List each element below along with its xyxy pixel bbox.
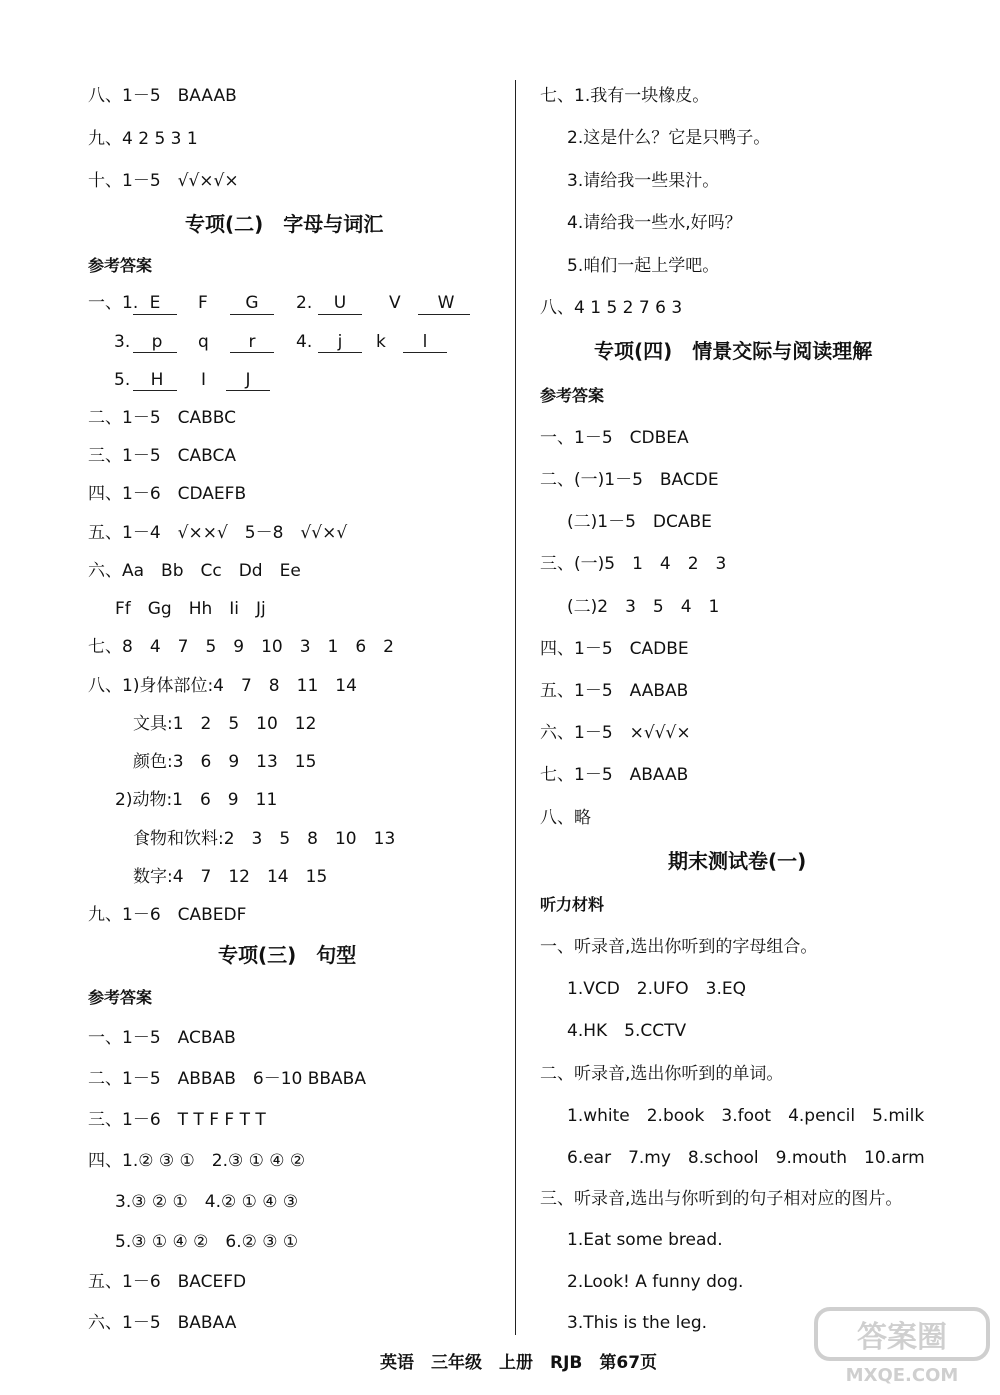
question-prefix: 4. (296, 332, 313, 352)
blank-underline (230, 314, 274, 315)
section-subheading: 听力材料 (540, 895, 605, 914)
blank-underline (133, 314, 177, 315)
answer-line: 6.ear 7.my 8.school 9.mouth 10.arm (567, 1148, 925, 1168)
blank-underline (230, 352, 274, 353)
answer-line: 3.请给我一些果汁。 (567, 171, 720, 191)
answer-line: 二、1－5 ABBAB 6－10 BBABA (88, 1069, 366, 1089)
answer-line: 5.咱们一起上学吧。 (567, 256, 720, 276)
answer-line: 六、1－5 BABAA (88, 1313, 237, 1333)
section-heading: 专项(二) 字母与词汇 (185, 212, 384, 236)
blank-answer: E (149, 293, 161, 313)
answer-line: 三、(一)5 1 4 2 3 (540, 554, 727, 574)
blank-answer: p (151, 332, 163, 352)
answer-line: 颜色:3 6 9 13 15 (133, 752, 317, 772)
blank-underline (133, 352, 177, 353)
answer-line: 三、1－5 CABCA (88, 446, 236, 466)
answer-line: 二、1－5 CABBC (88, 408, 237, 428)
answer-line: 三、听录音,选出与你听到的句子相对应的图片。 (540, 1189, 903, 1209)
page-footer: 英语 三年级 上册 RJB 第67页 (380, 1353, 658, 1373)
question-prefix: 5. (114, 370, 131, 390)
answer-line: (二)1－5 DCABE (567, 512, 712, 532)
blank-answer: G (245, 293, 259, 313)
blank-answer: j (337, 332, 343, 352)
answer-line: 二、听录音,选出你听到的单词。 (540, 1064, 784, 1084)
answer-line: 六、1－5 ×√√√× (540, 723, 691, 743)
blank-underline (133, 390, 177, 391)
answer-line: 1.white 2.book 3.foot 4.pencil 5.milk (567, 1106, 925, 1126)
section-heading: 专项(三) 句型 (218, 943, 357, 967)
blank-underline (418, 314, 470, 315)
answer-line: 一、1－5 CDBEA (540, 428, 689, 448)
answer-line: 一、听录音,选出你听到的字母组合。 (540, 937, 818, 957)
answer-line: 4.HK 5.CCTV (567, 1021, 687, 1041)
answer-line: 3.This is the leg. (567, 1313, 708, 1333)
blank-answer: W (437, 293, 455, 313)
answer-line: 十、1－5 √√×√× (88, 171, 239, 191)
answer-line: 5.③ ① ④ ② 6.② ③ ① (115, 1232, 299, 1252)
section-heading: 专项(四) 情景交际与阅读理解 (594, 339, 873, 363)
column-divider (515, 80, 516, 1335)
blank-underline (403, 352, 447, 353)
answer-line: 七、8 4 7 5 9 10 3 1 6 2 (88, 637, 394, 657)
answer-line: 八、略 (540, 808, 591, 828)
blank-underline (318, 314, 362, 315)
answer-line: 3.③ ② ① 4.② ① ④ ③ (115, 1192, 299, 1212)
answer-line: 二、(一)1－5 BACDE (540, 470, 719, 490)
watermark-logo (812, 1305, 992, 1385)
given-letter: I (201, 370, 207, 390)
answer-line: 2.这是什么？它是只鸭子。 (567, 128, 771, 148)
blank-answer: r (248, 332, 256, 352)
question-prefix: 3. (114, 332, 131, 352)
answer-line: 九、4 2 5 3 1 (88, 129, 198, 149)
answer-line: (二)2 3 5 4 1 (567, 597, 720, 617)
answer-line: 七、1.我有一块橡皮。 (540, 86, 710, 106)
answer-line: 八、1)身体部位:4 7 8 11 14 (88, 676, 357, 696)
answer-line: 六、Aa Bb Cc Dd Ee (88, 561, 301, 581)
answer-line: 四、1.② ③ ① 2.③ ① ④ ② (88, 1151, 306, 1171)
answer-line: 八、4 1 5 2 7 6 3 (540, 298, 683, 318)
answer-line: 一、1－5 ACBAB (88, 1028, 236, 1048)
question-prefix: 2. (296, 293, 313, 313)
question-prefix: 一、1. (88, 293, 139, 313)
answer-line: 数字:4 7 12 14 15 (133, 867, 328, 887)
blank-answer: H (150, 370, 164, 390)
answer-line: 1.VCD 2.UFO 3.EQ (567, 979, 746, 999)
section-subheading: 参考答案 (88, 988, 153, 1007)
given-letter: F (198, 293, 208, 313)
answer-line: 九、1－6 CABEDF (88, 905, 247, 925)
answer-line: 2)动物:1 6 9 11 (115, 790, 278, 810)
answer-line: 2.Look! A funny dog. (567, 1272, 744, 1292)
blank-underline (318, 352, 362, 353)
answer-line: 五、1－6 BACEFD (88, 1272, 247, 1292)
answer-line: 三、1－6 T T F F T T (88, 1110, 266, 1130)
answer-line: 八、1－5 BAAAB (88, 86, 237, 106)
blank-underline (226, 390, 270, 391)
blank-answer: l (422, 332, 428, 352)
given-letter: q (198, 332, 209, 352)
answer-line: 七、1－5 ABAAB (540, 765, 689, 785)
answer-line: 1.Eat some bread. (567, 1230, 723, 1250)
answer-line: 文具:1 2 5 10 12 (133, 714, 317, 734)
given-letter: V (389, 293, 401, 313)
answer-line: 四、1－5 CADBE (540, 639, 689, 659)
section-subheading: 参考答案 (88, 256, 153, 275)
blank-answer: J (245, 370, 251, 390)
answer-line: 五、1－4 √××√ 5－8 √√×√ (88, 523, 348, 543)
section-subheading: 参考答案 (540, 386, 605, 405)
blank-answer: U (333, 293, 347, 313)
watermark-text: 答案圈 (857, 1320, 947, 1355)
answer-line: 食物和饮料:2 3 5 8 10 13 (133, 829, 396, 849)
answer-line: 四、1－6 CDAEFB (88, 484, 247, 504)
answer-line: 五、1－5 AABAB (540, 681, 689, 701)
given-letter: k (376, 332, 386, 352)
section-heading: 期末测试卷(一) (668, 849, 807, 873)
answer-line: 4.请给我一些水,好吗？ (567, 213, 742, 233)
answer-line: Ff Gg Hh Ii Jj (115, 599, 266, 619)
watermark-url: MXQE.COM (845, 1365, 959, 1385)
